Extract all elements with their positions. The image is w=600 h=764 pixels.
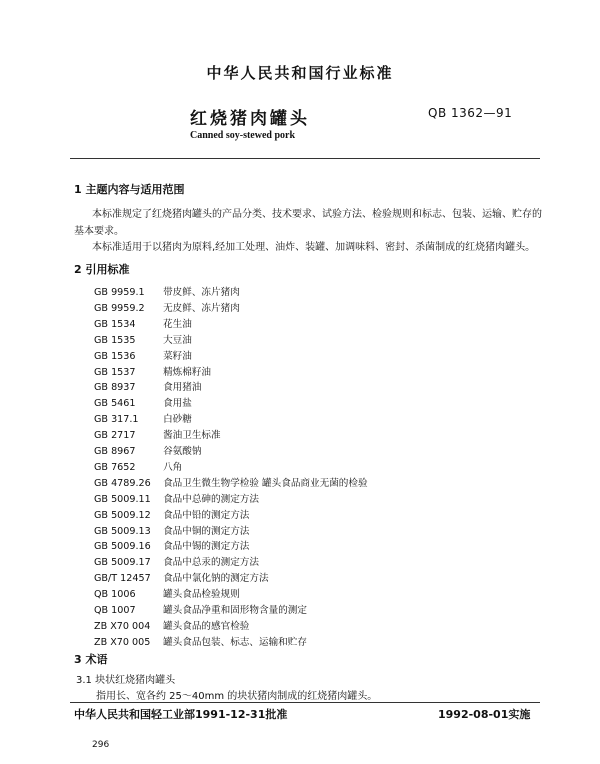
- reference-title: 食用盐: [163, 398, 192, 410]
- section1-para1-line1: 本标准规定了红烧猪肉罐头的产品分类、技术要求、试验方法、检验规则和标志、包装、运输、贮存的: [92, 209, 542, 220]
- reference-title: 罐头食品包装、标志、运输和贮存: [163, 636, 307, 648]
- reference-item: [94, 475, 368, 489]
- reference-item: [94, 634, 307, 648]
- reference-code: GB 1537: [94, 366, 136, 378]
- reference-code: QB 1007: [94, 605, 136, 616]
- reference-item: [94, 618, 249, 632]
- reference-code: GB 9959.1: [94, 287, 145, 298]
- reference-title: 食品卫生微生物学检验 罐头食品商业无菌的检验: [163, 477, 368, 489]
- reference-code: ZB X70 004: [94, 620, 151, 632]
- reference-code: GB 1536: [94, 350, 136, 362]
- reference-code: GB 5009.13: [94, 525, 151, 537]
- reference-title: 精炼棉籽油: [163, 366, 212, 378]
- reference-title: 食品中总汞的测定方法: [163, 557, 259, 569]
- reference-code: GB/T 12457: [94, 573, 151, 585]
- reference-code: GB 1534: [94, 318, 136, 330]
- reference-code: GB 5009.12: [94, 509, 151, 521]
- reference-item: [94, 316, 192, 330]
- reference-item: [94, 491, 259, 505]
- reference-title: 食用猪油: [163, 382, 202, 394]
- reference-title: 食品中总砷的测定方法: [163, 493, 259, 505]
- reference-title: 罐头食品的感官检验: [163, 620, 250, 632]
- effective-date: 1992-08-01实施: [438, 708, 531, 721]
- reference-code: GB 4789.26: [94, 477, 151, 489]
- reference-code: GB 5009.17: [94, 557, 151, 569]
- reference-title: 花生油: [163, 318, 192, 330]
- reference-title: 八角: [163, 461, 183, 473]
- reference-title: 白砂糖: [163, 414, 192, 426]
- reference-item: [94, 379, 201, 393]
- header-divider: [70, 158, 540, 159]
- reference-item: [94, 523, 249, 537]
- reference-code: GB 8937: [94, 382, 136, 394]
- standard-code: QB 1362—91: [428, 106, 513, 120]
- reference-code: GB 1535: [94, 334, 136, 346]
- reference-title: 谷氨酸钠: [163, 446, 202, 457]
- reference-title: 无皮鲜、冻片猪肉: [163, 302, 240, 314]
- reference-item: [94, 348, 192, 362]
- page-number: 296: [92, 740, 110, 750]
- reference-title: 食品中锡的测定方法: [163, 541, 250, 553]
- section1-para1-line2: 基本要求。: [74, 226, 124, 237]
- section1-heading: 1 主题内容与适用范围: [74, 183, 185, 196]
- reference-code: GB 2717: [94, 430, 136, 442]
- section2-heading: 2 引用标准: [74, 263, 130, 276]
- reference-item: [94, 443, 201, 457]
- reference-code: GB 5009.16: [94, 541, 151, 553]
- english-title: Canned soy-stewed pork: [190, 130, 296, 141]
- section3-item-heading: 3.1 块状红烧猪肉罐头: [76, 675, 176, 686]
- reference-title: 酱油卫生标准: [163, 430, 221, 442]
- reference-item: [94, 284, 240, 298]
- reference-item: [94, 395, 192, 409]
- reference-item: [94, 507, 249, 521]
- reference-title: 食品中铅的测定方法: [163, 509, 250, 521]
- reference-item: [94, 300, 240, 314]
- reference-title: 带皮鲜、冻片猪肉: [163, 287, 240, 298]
- footer-divider: [70, 702, 540, 703]
- reference-item: [94, 570, 269, 584]
- reference-code: GB 317.1: [94, 414, 139, 426]
- reference-code: GB 8967: [94, 446, 136, 457]
- reference-title: 食品中氯化钠的测定方法: [163, 573, 269, 585]
- section3-item-text: 指用长、宽各约 25～40mm 的块状猪肉制成的红烧猪肉罐头。: [96, 691, 378, 702]
- standard-body-heading: 中华人民共和国行业标准: [206, 64, 394, 82]
- reference-title: 食品中铜的测定方法: [163, 525, 250, 537]
- section3-heading: 3 术语: [74, 653, 108, 666]
- reference-item: [94, 586, 240, 600]
- section1-para2: 本标准适用于以猪肉为原料,经加工处理、油炸、装罐、加调味料、密封、杀菌制成的红烧猪肉罐头。: [92, 242, 536, 253]
- reference-title: 罐头食品检验规则: [163, 589, 240, 601]
- reference-code: GB 5461: [94, 398, 136, 410]
- reference-code: GB 5009.11: [94, 493, 151, 505]
- reference-title: 大豆油: [163, 334, 192, 346]
- reference-item: [94, 364, 211, 378]
- reference-item: [94, 411, 192, 425]
- page-title: 红烧猪肉罐头: [190, 109, 310, 129]
- reference-code: GB 9959.2: [94, 302, 145, 314]
- reference-item: [94, 459, 182, 473]
- reference-item: [94, 602, 307, 616]
- reference-code: QB 1006: [94, 589, 136, 601]
- reference-code: GB 7652: [94, 461, 136, 473]
- approval-statement: 中华人民共和国轻工业部1991-12-31批准: [74, 708, 288, 721]
- reference-title: 菜籽油: [163, 350, 192, 362]
- reference-item: [94, 427, 221, 441]
- reference-item: [94, 538, 249, 552]
- reference-item: [94, 332, 192, 346]
- reference-item: [94, 554, 259, 568]
- reference-code: ZB X70 005: [94, 636, 151, 648]
- reference-title: 罐头食品净重和固形物含量的测定: [163, 605, 307, 616]
